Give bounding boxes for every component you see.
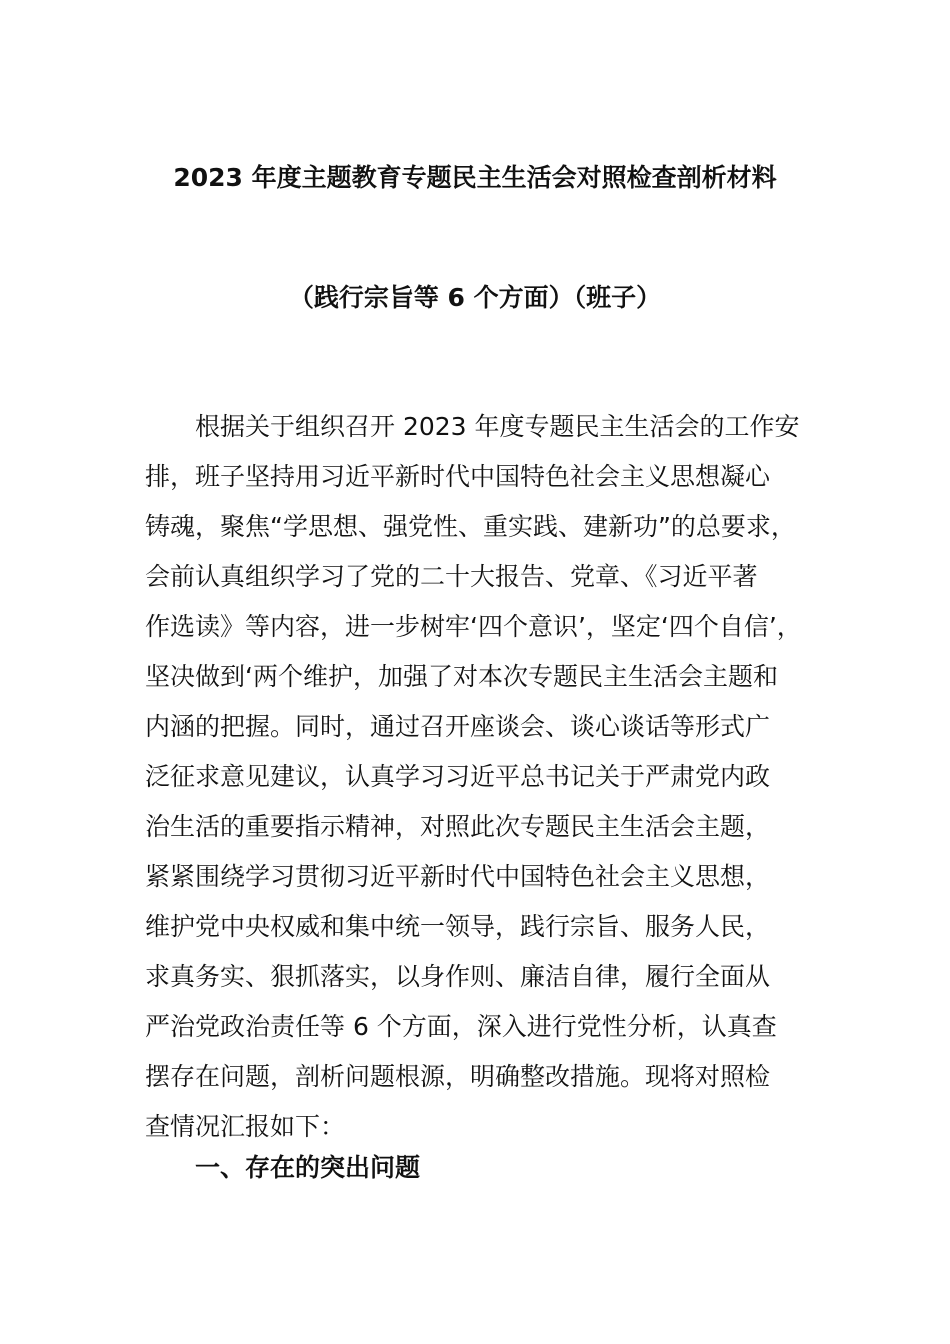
paragraph-line: 摆存在问题，剖析问题根源，明确整改措施。现将对照检 [145,1062,771,1091]
paragraph-line: 作选读》等内容，进一步树牢‘四个意识’，坚定‘四个自信’， [145,612,802,641]
document-subtitle: （践行宗旨等 6 个方面）（班子） [288,283,662,312]
paragraph-line: 严治党政治责任等 6 个方面，深入进行党性分析，认真查 [145,1012,777,1041]
paragraph-line: 求真务实、狠抓落实，以身作则、廉洁自律，履行全面从 [145,962,771,991]
paragraph-line: 会前认真组织学习了党的二十大报告、党章、《习近平著 [145,562,758,591]
paragraph-line: 维护党中央权威和集中统一领导，践行宗旨、服务人民， [145,912,771,941]
paragraph-line: 根据关于组织召开 2023 年度专题民主生活会的工作安 [195,412,800,441]
paragraph-line: 铸魂，聚焦“学思想、强党性、重实践、建新功”的总要求， [145,512,796,541]
paragraph-line: 内涵的把握。同时，通过召开座谈会、谈心谈话等形式广 [145,712,771,741]
body-paragraph [145,402,807,1152]
document-title: 2023 年度主题教育专题民主生活会对照检查剖析材料 [173,163,777,192]
paragraph-line: 排，班子坚持用习近平新时代中国特色社会主义思想凝心 [145,462,771,491]
paragraph-line: 查情况汇报如下： [145,1112,346,1141]
paragraph-line: 紧紧围绕学习贯彻习近平新时代中国特色社会主义思想， [145,862,771,891]
section-heading: 一、存在的突出问题 [195,1153,421,1182]
paragraph-line: 泛征求意见建议，认真学习习近平总书记关于严肃党内政 [145,762,771,791]
paragraph-line: 坚决做到‘两个维护，加强了对本次专题民主生活会主题和 [145,662,778,691]
paragraph-line: 治生活的重要指示精神，对照此次专题民主生活会主题， [145,812,771,841]
